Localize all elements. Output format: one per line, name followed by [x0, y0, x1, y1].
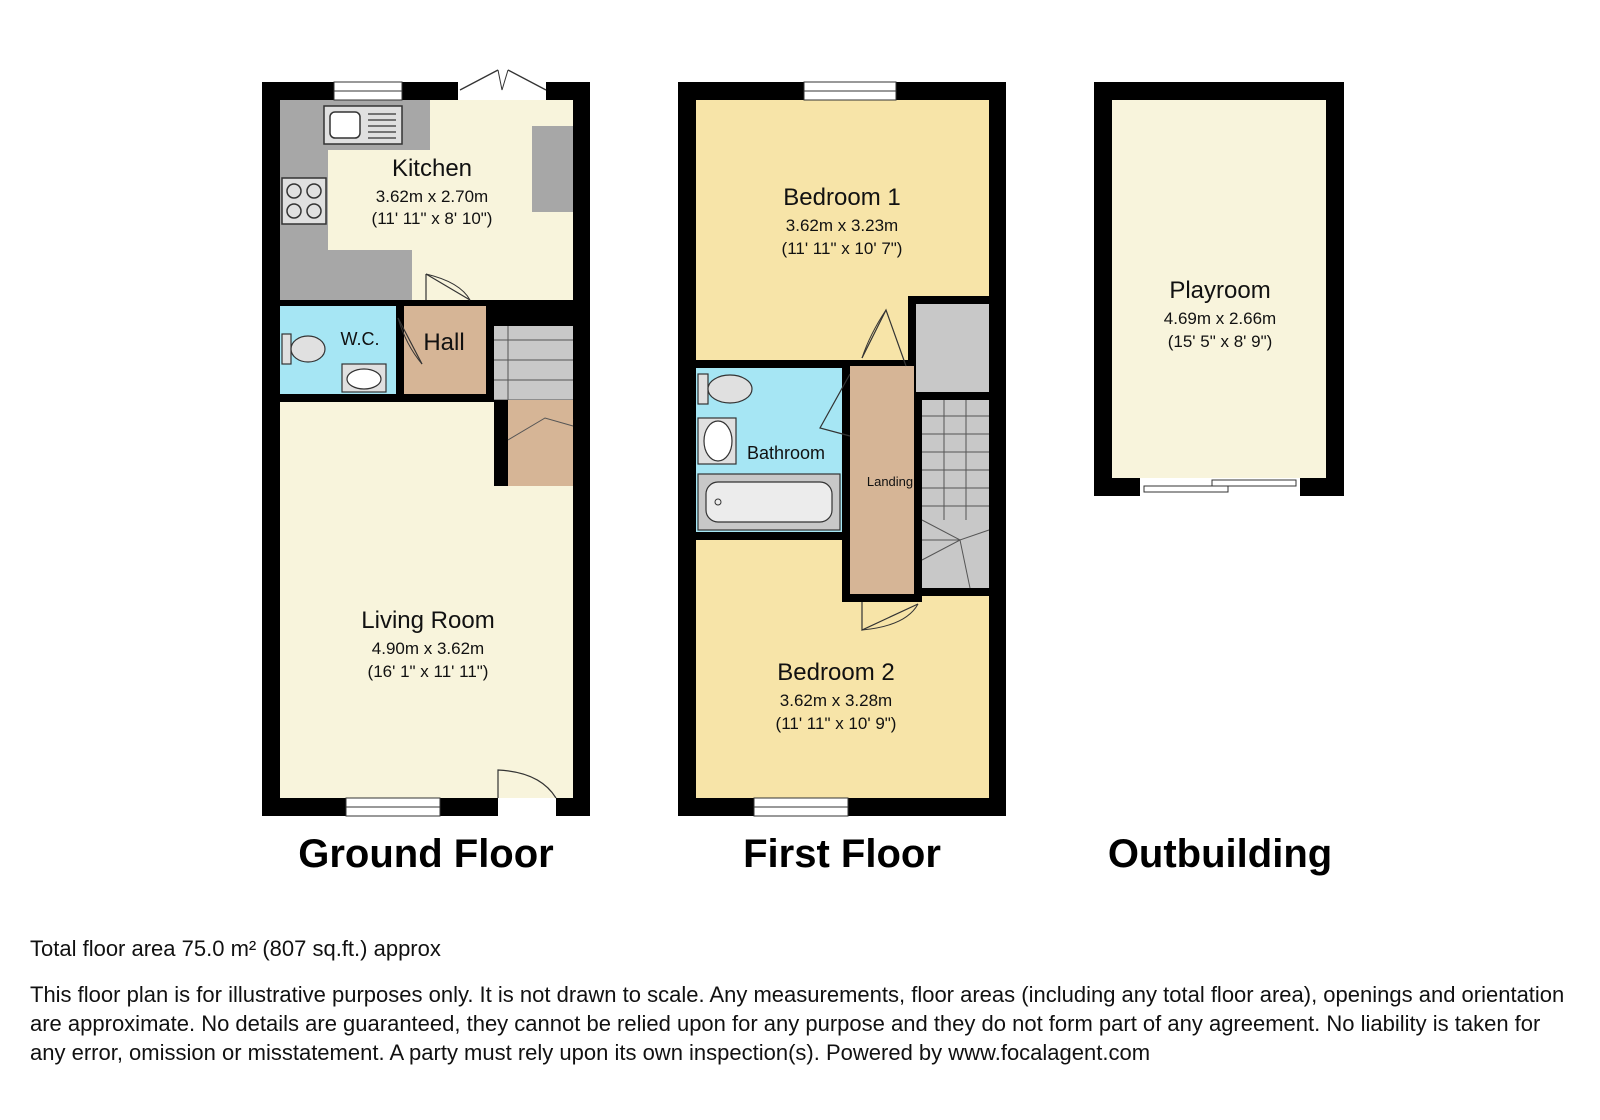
- disclaimer-text: This floor plan is for illustrative purposes only. It is not drawn to scale. Any measurements, floor areas (including any total floor area), openings and orientation are approximate. No details are guaranteed, they cannot be relied upon for any purpose and they do not form part of any agreement. No liability is taken for any error, omission or misstatement. A party must rely upon its own inspection(s). Powered by www.focalagent.com: [30, 982, 1565, 1065]
- room-name-bedroom-2: Bedroom 2: [777, 659, 895, 686]
- staircase: [922, 400, 989, 588]
- cupboard-floor: [916, 304, 989, 392]
- room-dimension-metric: 4.69m x 2.66m: [1163, 309, 1277, 328]
- toilet-icon: [282, 334, 325, 364]
- floor-caption-first: First Floor: [743, 832, 941, 876]
- room-name-hall: Hall: [423, 329, 465, 356]
- room-name-playroom: Playroom: [1169, 277, 1271, 304]
- room-dimension-imperial: (11' 11" x 10' 9"): [775, 714, 897, 733]
- first-floor-plan: [678, 82, 1006, 816]
- bedroom-2-floor: [922, 596, 989, 608]
- living-room-floor-alcove: [500, 494, 573, 798]
- floor-caption-outbuilding: Outbuilding: [1107, 832, 1333, 876]
- kitchen-side-unit: [532, 126, 573, 212]
- hob-icon: [282, 178, 326, 224]
- room-dimension-metric: 3.62m x 3.23m: [785, 216, 899, 235]
- window-icon: [754, 798, 848, 816]
- patio-door-icon: [458, 70, 546, 100]
- understairs-storage: [508, 400, 573, 486]
- room-dimension-imperial: (11' 11" x 8' 10"): [371, 209, 493, 228]
- window-icon: [346, 798, 440, 816]
- room-dimension-metric: 3.62m x 3.28m: [779, 691, 893, 710]
- floor-caption-ground: Ground Floor: [298, 832, 554, 876]
- room-name-bathroom: Bathroom: [746, 443, 826, 463]
- toilet-icon: [698, 374, 752, 404]
- room-dimension-metric: 3.62m x 2.70m: [375, 187, 489, 206]
- ground-floor-plan: [262, 70, 590, 816]
- room-dimension-imperial: (16' 1" x 11' 11"): [367, 662, 489, 681]
- room-name-wc: W.C.: [340, 329, 380, 349]
- window-icon: [334, 82, 402, 100]
- basin-icon: [342, 364, 386, 392]
- window-icon: [804, 82, 896, 100]
- room-dimension-imperial: (15' 5" x 8' 9"): [1167, 332, 1273, 351]
- total-floor-area: Total floor area 75.0 m² (807 sq.ft.) approx: [30, 936, 441, 961]
- room-dimension-imperial: (11' 11" x 10' 7"): [781, 239, 903, 258]
- room-name-kitchen: Kitchen: [391, 155, 473, 182]
- basin-icon: [698, 418, 736, 464]
- sliding-door-icon: [1140, 478, 1300, 496]
- outbuilding-plan: [1094, 82, 1344, 496]
- room-name-landing: Landing: [866, 474, 914, 489]
- room-name-living-room: Living Room: [361, 607, 495, 634]
- sink-icon: [324, 106, 402, 144]
- room-dimension-metric: 4.90m x 3.62m: [371, 639, 485, 658]
- bath-icon: [698, 474, 840, 530]
- room-name-bedroom-1: Bedroom 1: [783, 184, 901, 211]
